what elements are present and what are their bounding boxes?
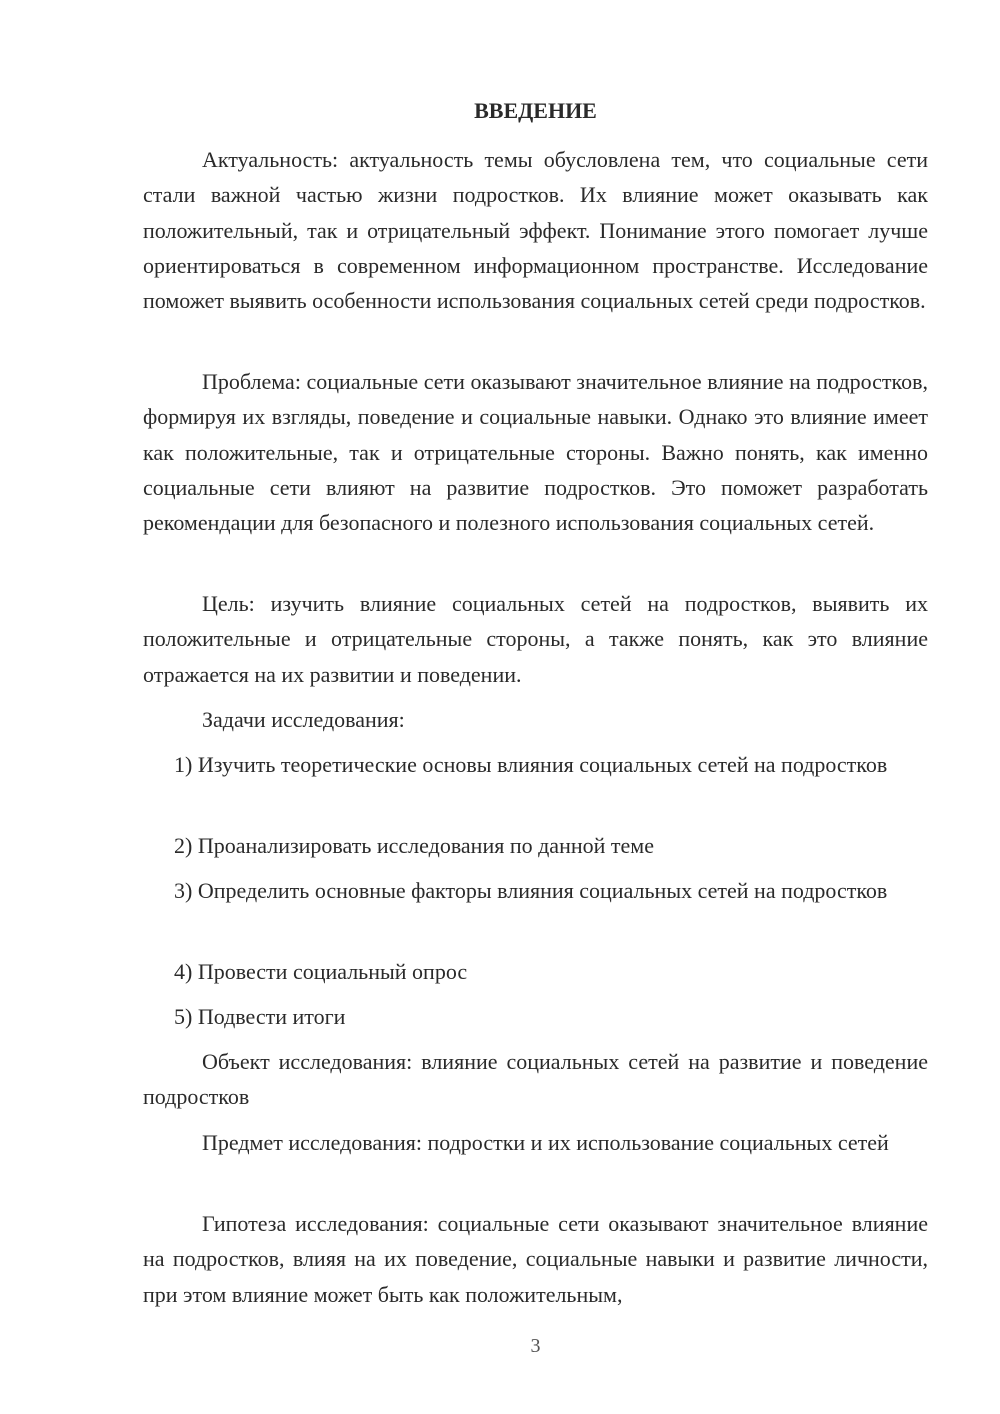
- problem-paragraph: Проблема: социальные сети оказывают значительное влияние на подростков, формируя их взгляды, поведение и социальные навыки. Однако это влияние имеет как положительные, так и отрицательные стороны. Важно понять, как именно социальные сети влияют на развитие подростков. Это поможет разработать рекомендации для безопасного и полезного использования социальных сетей.: [143, 369, 928, 536]
- relevance-paragraph: Актуальность: актуальность темы обусловлена тем, что социальные сети стали важной частью жизни подростков. Их влияние может оказывать как положительный, так и отрицательный эффект. Понимание этого помогает лучше ориентироваться в современном информационном пространстве. Исследование поможет выявить особенности использования социальных сетей среди подростков.: [143, 147, 928, 314]
- task-item-3: 3) Определить основные факторы влияния социальных сетей на подростков: [174, 878, 888, 903]
- document-page: [143, 0, 928, 1414]
- goal-paragraph: Цель: изучить влияние социальных сетей на подростков, выявить их положительные и отрицательные стороны, а также понять, как это влияние отражается на их развитии и поведении.: [143, 591, 928, 687]
- task-item-1: 1) Изучить теоретические основы влияния социальных сетей на подростков: [174, 752, 888, 777]
- hypothesis-paragraph: Гипотеза исследования: социальные сети оказывают значительное влияние на подростков, влияя на их поведение, социальные навыки и развитие личности, при этом влияние может быть как положительным,: [143, 1211, 928, 1307]
- task-item-4: 4) Провести социальный опрос: [174, 959, 468, 984]
- task-item-2: 2) Проанализировать исследования по данной теме: [174, 833, 654, 858]
- page-number: 3: [530, 1335, 541, 1357]
- object-paragraph: Объект исследования: влияние социальных сетей на развитие и поведение подростков: [143, 1049, 928, 1110]
- tasks-heading: Задачи исследования:: [202, 707, 405, 732]
- section-title: ВВЕДЕНИЕ: [474, 98, 597, 123]
- task-item-5: 5) Подвести итоги: [174, 1004, 346, 1029]
- subject-paragraph: Предмет исследования: подростки и их использование социальных сетей: [202, 1130, 889, 1155]
